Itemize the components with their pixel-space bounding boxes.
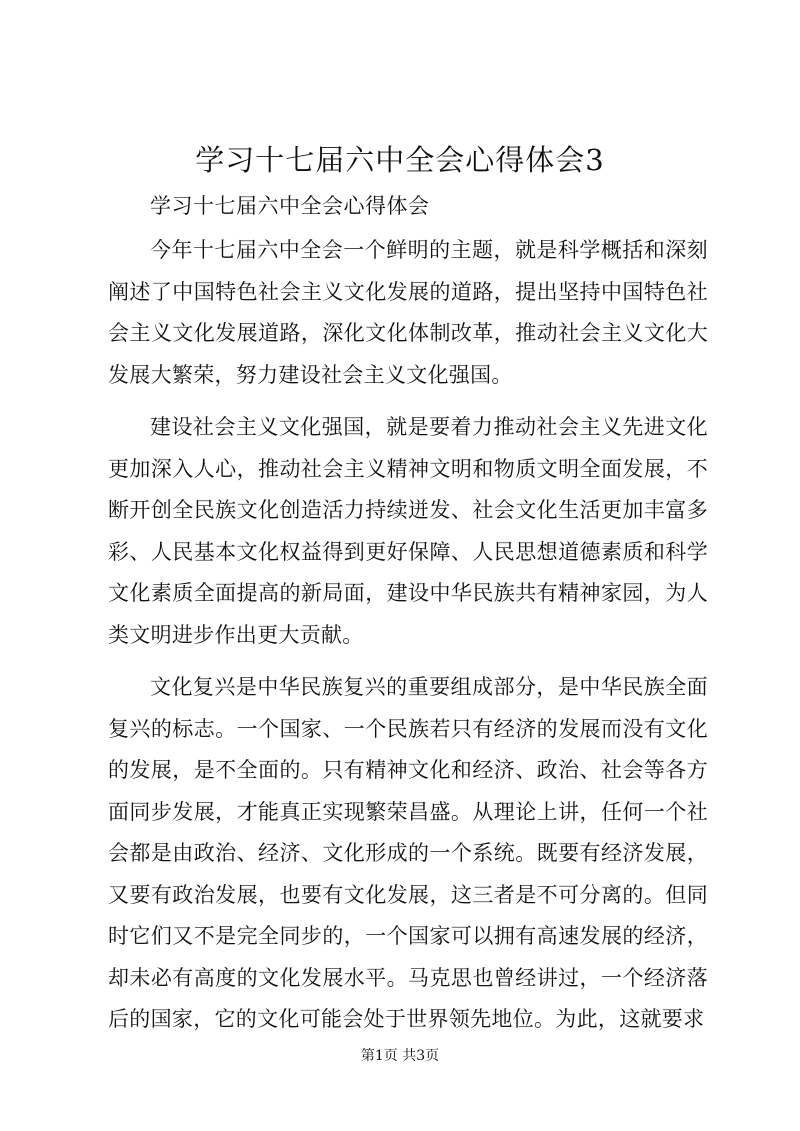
document-subtitle: 学习十七届六中全会心得体会: [150, 194, 430, 218]
paragraph-2: 建设社会主义文化强国，就是要着力推动社会主义先进文化更加深入人心，推动社会主义精神文明和物质文明全面发展，不断开创全民族文化创造活力持续迸发、社会文化生活更加丰富多彩、人民基本文化权益得到更好保障、人民思想道德素质和科学文化素质全面提高的新局面，建设中华民族共有精神家园，为人类文明进步作出更大贡献。: [108, 415, 708, 647]
page-footer: 第1页 共3页: [360, 1048, 440, 1064]
paragraph-3: 文化复兴是中华民族复兴的重要组成部分，是中华民族全面复兴的标志。一个国家、一个民族若只有经济的发展而没有文化的发展，是不全面的。只有精神文化和经济、政治、社会等各方面同步发展，才能真正实现繁荣昌盛。从理论上讲，任何一个社会都是由政治、经济、文化形成的一个系统。既要有经济发展，又要有政治发展，也要有文化发展，这三者是不可分离的。但同时它们又不是完全同步的，一个国家可以拥有高速发展的经济，却未必有高度的文化发展水平。马克思也曾经讲过，一个经济落后的国家，它的文化可能会处于世界领先地位。为此，这就要求: [108, 675, 708, 1031]
document-body: [108, 184, 708, 1041]
document-title: 学习十七届六中全会心得体会3: [195, 143, 605, 177]
paragraph-1: 今年十七届六中全会一个鲜明的主题，就是科学概括和深刻阐述了中国特色社会主义文化发展的道路，提出坚持中国特色社会主义文化发展道路，深化文化体制改革，推动社会主义文化大发展大繁荣，努力建设社会主义文化强国。: [108, 238, 708, 387]
